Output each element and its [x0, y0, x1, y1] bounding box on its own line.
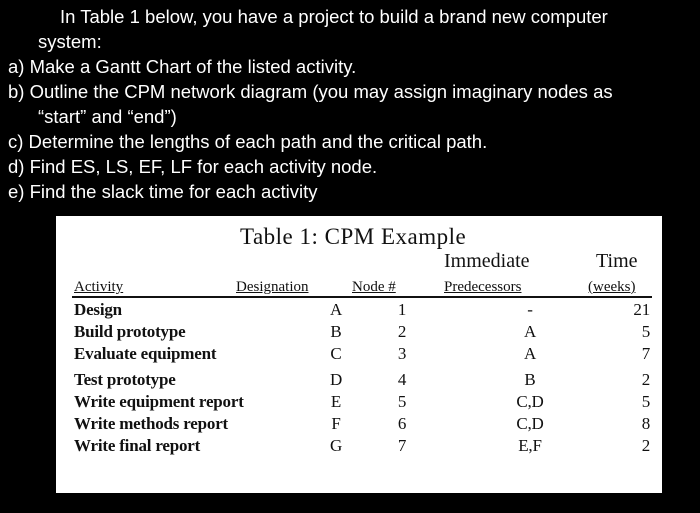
table-row	[56, 370, 662, 390]
part-d: d) Find ES, LS, EF, LF for each activity node.	[8, 156, 378, 177]
node-cell: 1	[397, 300, 407, 319]
part-b-line-1: b) Outline the CPM network diagram (you may assign imaginary nodes as	[8, 81, 613, 102]
activity-cell: Write methods report	[74, 414, 229, 433]
header-designation: Designation	[236, 279, 309, 295]
time-cell: 2	[641, 436, 650, 455]
predecessors-cell: A	[523, 344, 537, 363]
node-cell: 6	[397, 414, 407, 433]
designation-cell: E	[330, 392, 342, 411]
cpm-table	[56, 216, 662, 493]
header-weeks: (weeks)	[588, 279, 636, 295]
designation-cell: F	[331, 414, 341, 433]
activity-cell: Write final report	[74, 436, 201, 455]
part-a: a) Make a Gantt Chart of the listed activity.	[8, 56, 357, 77]
predecessors-cell: -	[527, 300, 533, 319]
time-cell: 5	[641, 322, 650, 341]
table-row	[56, 322, 662, 342]
question-text	[8, 4, 698, 204]
predecessors-cell: B	[524, 370, 536, 389]
time-cell: 8	[641, 414, 650, 433]
predecessors-cell: C,D	[516, 392, 544, 411]
node-cell: 5	[397, 392, 407, 411]
header-activity: Activity	[74, 279, 124, 295]
time-cell: 5	[641, 392, 650, 411]
node-cell: 7	[397, 436, 407, 455]
header-node: Node #	[352, 279, 396, 295]
activity-cell: Design	[74, 300, 122, 319]
predecessors-cell: E,F	[518, 436, 542, 455]
predecessors-cell: A	[523, 322, 537, 341]
table-row	[56, 344, 662, 364]
header-time: Time	[596, 250, 638, 272]
predecessors-cell: C,D	[516, 414, 544, 433]
activity-cell: Build prototype	[74, 322, 186, 341]
table-row	[56, 436, 662, 456]
time-cell: 21	[633, 300, 650, 319]
header-predecessors: Predecessors	[444, 279, 522, 295]
node-cell: 4	[397, 370, 407, 389]
table-row	[56, 300, 662, 320]
intro-line-1: In Table 1 below, you have a project to build a brand new computer	[60, 6, 608, 27]
time-cell: 7	[641, 344, 650, 363]
header-immediate: Immediate	[444, 250, 530, 272]
designation-cell: A	[329, 300, 343, 319]
header-rule	[72, 296, 652, 298]
designation-cell: C	[330, 344, 342, 363]
part-b-line-2: “start” and “end”)	[38, 106, 177, 127]
designation-cell: G	[329, 436, 343, 455]
designation-cell: B	[330, 322, 342, 341]
activity-cell: Test prototype	[74, 370, 176, 389]
node-cell: 3	[397, 344, 407, 363]
activity-cell: Evaluate equipment	[74, 344, 217, 363]
table-row	[56, 392, 662, 412]
part-e: e) Find the slack time for each activity	[8, 181, 318, 202]
table-title: Table 1: CPM Example	[240, 224, 467, 249]
table-row	[56, 414, 662, 434]
node-cell: 2	[397, 322, 407, 341]
designation-cell: D	[329, 370, 343, 389]
intro-line-2: system:	[38, 31, 102, 52]
time-cell: 2	[641, 370, 650, 389]
activity-cell: Write equipment report	[74, 392, 244, 411]
part-c: c) Determine the lengths of each path and the critical path.	[8, 131, 488, 152]
